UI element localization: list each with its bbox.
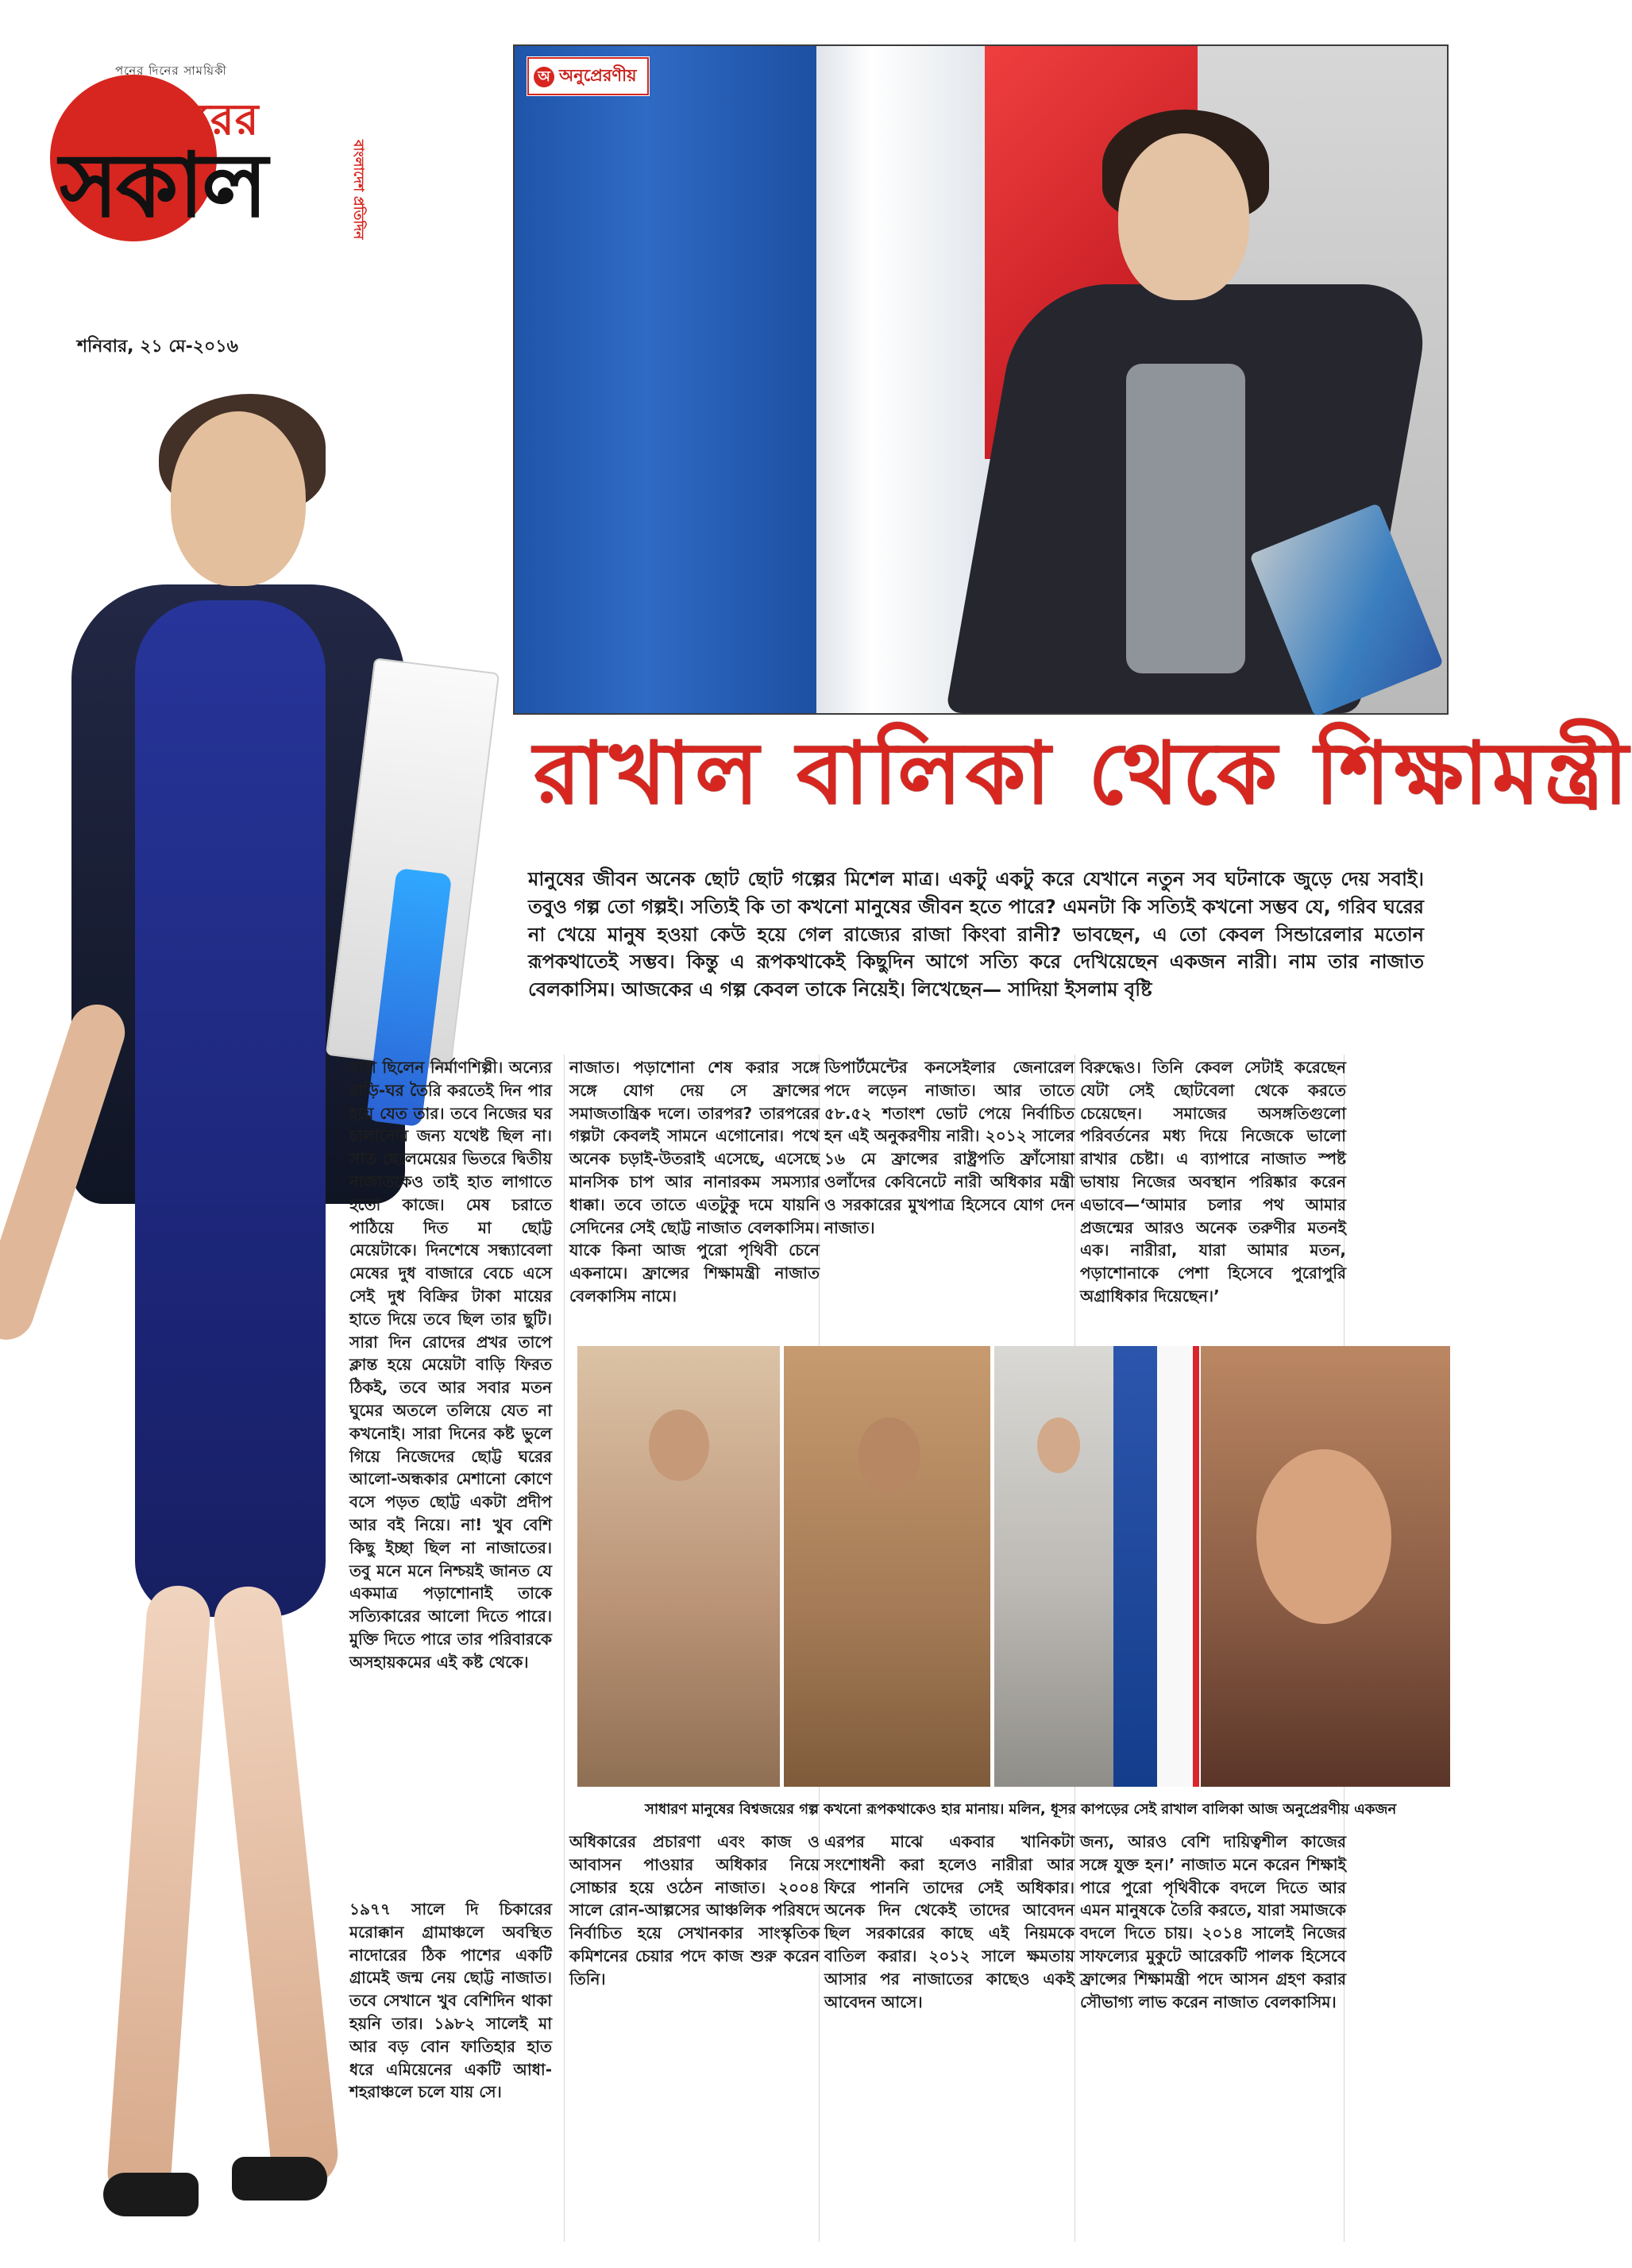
child-face xyxy=(858,1418,920,1493)
minister-photo xyxy=(993,1346,1197,1787)
feature-standfirst: মানুষের জীবন অনেক ছোট ছোট গল্পের মিশেল মাত্র। একটু একটু করে যেখানে নতুন সব ঘটনাকে জুড়ে দেয় সবাই। তবুও গল্প তো গল্পই। সত্যিই কি তা কখনো মানুষের জীবন হতে পারে? এমনটা কি সত্যিই কখনো সম্ভব যে, গরিব ঘরের না খেয়ে মানুষ হওয়া কেউ হয়ে গেল রাজ্যের রাজা কিংবা রানী? ভাবছেন, এ তো কেবল সিন্ডারেলার মতোন রূপকথাতেই সম্ভব। কিন্তু এ রূপকথাকেই কিছুদিন আগে সত্যি করে দেখিয়েছেন একজন নারী। নাম তার নাজাত বেলকাসিম। আজকের এ গল্প কেবল তাকে নিয়েই। লিখেছেন— সাদিয়া ইসলাম বৃষ্টি xyxy=(528,868,1424,1001)
feature-headline: রাখাল বালিকা থেকে শিক্ষামন্ত্রী xyxy=(534,724,1632,824)
article-column-4-lower: জন্য, আরও বেশি দায়িত্বশীল কাজের সঙ্গে যুক্ত হন।’ নাজাত মনে করেন শিক্ষাই পারে পুরো পৃথিবীকে বদলে দিতে আর এমন মানুষকে তৈরি করতে, যারা সমাজকে বদলে দিতে চায়। ২০১৪ সালেই নিজের সাফল্যের মুকুটে আরেকটি পালক হিসেবে ফ্রান্সের শিক্ষামন্ত্রী পদে আসন গ্রহণ করার সৌভাগ্য লাভ করেন নাজাত বেলকাসিম। xyxy=(1080,1832,1346,2011)
child-photo xyxy=(782,1346,990,1787)
thumb-flag-white xyxy=(1157,1346,1195,1787)
article-column-3: ডিপার্টমেন্টের কনসেইলার জেনারেল পদে লড়েন নাজাত। আর তাতে ৫৮.৫২ শতাংশ ভোট পেয়ে নির্বাচিত হন এই অনুকরণীয় নারী। ২০১২ সালের ১৬ মে ফ্রান্সের রাষ্ট্রপতি ফ্রাঁসোয়া ওলাঁদের কেবিনেটে নারী অধিকার মন্ত্রী ও সরকারের মুখপাত্র হিসেবে যোগ দেন নাজাত। xyxy=(824,1058,1074,1237)
masthead-kicker: পনের দিনের সাময়িকী xyxy=(115,64,227,78)
issue-date: শনিবার, ২১ মে-২০১৬ xyxy=(77,337,238,357)
girl-face xyxy=(649,1410,709,1481)
photo-caption: সাধারণ মানুষের বিশ্বজয়ের গল্প কখনো রূপকথাকেও হার মানায়। মলিন, ধূসর কাপড়ের সেই রাখাল বালিকা আজ অনুপ্রেরণীয় একজন xyxy=(645,1801,1397,1818)
logo-main-title: সকাল xyxy=(60,134,266,237)
supporting-photo-row xyxy=(576,1346,1449,1787)
article-column-1: বাবা ছিলেন নির্মাণশিল্পী। অন্যের বাড়ি-ঘর তৈরি করতেই দিন পার হয়ে যেত তার। তবে নিজের ঘর চালানোর জন্য যথেষ্ট ছিল না। সাত ছেলেমেয়ের ভিতরে দ্বিতীয় নাজাতকেও তাই হাত লাগাতে হতো কাজে। মেষ চরাতে পাঠিয়ে দিত মা ছোট্ট মেয়েটাকে। দিনশেষে সন্ধ্যাবেলা মেষের দুধ বাজারে বেচে এসে সেই দুধ বিক্রির টাকা মায়ের হাতে দিয়ে তবে ছিল তার ছুটি। সারা দিন রোদের প্রখর তাপে ক্লান্ত হয়ে মেয়েটা বাড়ি ফিরত ঠিকই, তবে আর সবার মতন ঘুমের অতলে তলিয়ে যেত না কখনোই। সারা দিনের কষ্ট ভুলে গিয়ে নিজেদের ছোট্ট ঘরের আলো-অন্ধকার মেশানো কোণে বসে পড়ত ছোট্ট একটা প্রদীপ আর বই নিয়ে। না! খুব বেশি কিছু ইচ্ছা ছিল না নাজাতের। তবু মনে মনে নিশ্চয়ই জানত যে একমাত্র পড়াশোনাই তাকে সত্যিকারের আলো দিতে পারে। মুক্তি দিতে পারে তার পরিবারকে অসহায়কমের এই কষ্ট থেকে। xyxy=(349,1058,552,1672)
article-column-1-lower: ১৯৭৭ সালে দি চিকারের মরোক্কান গ্রামাঞ্চলে অবস্থিত নাদোরের ঠিক পাশের একটি গ্রামেই জন্ম নেয় ছোট্ট নাজাত। তবে সেখানে খুব বেশিদিন থাকা হয়নি তার। ১৯৮২ সালেই মা আর বড় বোন ফাতিহার হাত ধরে এমিয়েনের একটি আধা-শহরাঞ্চলে চলে যায় সে। xyxy=(349,1900,552,2102)
girl-closeup-face xyxy=(1256,1449,1391,1624)
logo-top-title: শনিবারের xyxy=(91,94,260,145)
shepherd-girl-photo xyxy=(576,1346,780,1787)
section-tag-mark: অ xyxy=(534,67,554,87)
logo-side-text: বাংলাদেশ প্রতিদিন xyxy=(350,140,366,240)
thumb-flag-blue xyxy=(1113,1346,1161,1787)
article-column-2: নাজাত। পড়াশোনা শেষ করার সঙ্গে সঙ্গে যোগ দেয় সে ফ্রান্সের সমাজতান্ত্রিক দলে। তারপর? তারপরের গল্পটা কেবলই সামনে এগোনোর। পথে অনেক চড়াই-উতরাই এসেছে, এসেছে মানসিক চাপ আর নানারকম সমস্যার ধাক্কা। তবে তাতে এতটুকু দমে যায়নি সেদিনের সেই ছোট্ট নাজাত বেলকাসিম। যাকে কিনা আজ পুরো পৃথিবী চেনে একনামে। ফ্রান্সের শিক্ষামন্ত্রী নাজাত বেলকাসিম নামে। xyxy=(569,1058,820,1306)
girl-closeup-photo xyxy=(1199,1346,1450,1787)
section-tag-text: অনুপ্রেরণীয় xyxy=(559,66,637,85)
article-column-3-lower: এরপর মাঝে একবার খানিকটা সংশোধনী করা হলেও নারীরা আর ফিরে পাননি তাদের সেই অধিকার। অনেক দিন থেকেই তাদের আবেদন ছিল সরকারের কাছে এই নিয়মকে বাতিল করার। ২০১২ সালে ক্ষমতায় আসার পর নাজাতের কাছেও একই আবেদন আসে। xyxy=(824,1832,1074,2011)
minister-face xyxy=(1037,1418,1080,1473)
article-column-4: বিরুদ্ধেও। তিনি কেবল সেটাই করেছেন যেটা সেই ছোটবেলা থেকে করতে চেয়েছেন। সমাজের অসঙ্গতিগুলো পরিবর্তনের মধ্য দিয়ে নিজেকে ভালো রাখার চেষ্টা। এ ব্যাপারে নাজাত স্পষ্ট ভাষায় নিজের অবস্থান পরিষ্কার করেন এভাবে—‘আমার চলার পথ আমার প্রজন্মের আরও অনেক তরুণীর মতনই এক। নারীরা, যারা আমার মতন, পড়াশোনাকে পেশা হিসেবে পুরোপুরি অগ্রাধিকার দিয়েছেন।’ xyxy=(1080,1058,1346,1306)
article-column-2-lower: অধিকারের প্রচারণা এবং কাজ ও আবাসন পাওয়ার অধিকার নিয়ে সোচ্চার হয়ে ওঠেন নাজাত। ২০০৪ সালে রোন-আল্পসের আঞ্চলিক পরিষদে নির্বাচিত হয়ে সেখানকার সাংস্কৃতিক কমিশনের চেয়ার পদে কাজ শুরু করেন তিনি। xyxy=(569,1832,820,1988)
